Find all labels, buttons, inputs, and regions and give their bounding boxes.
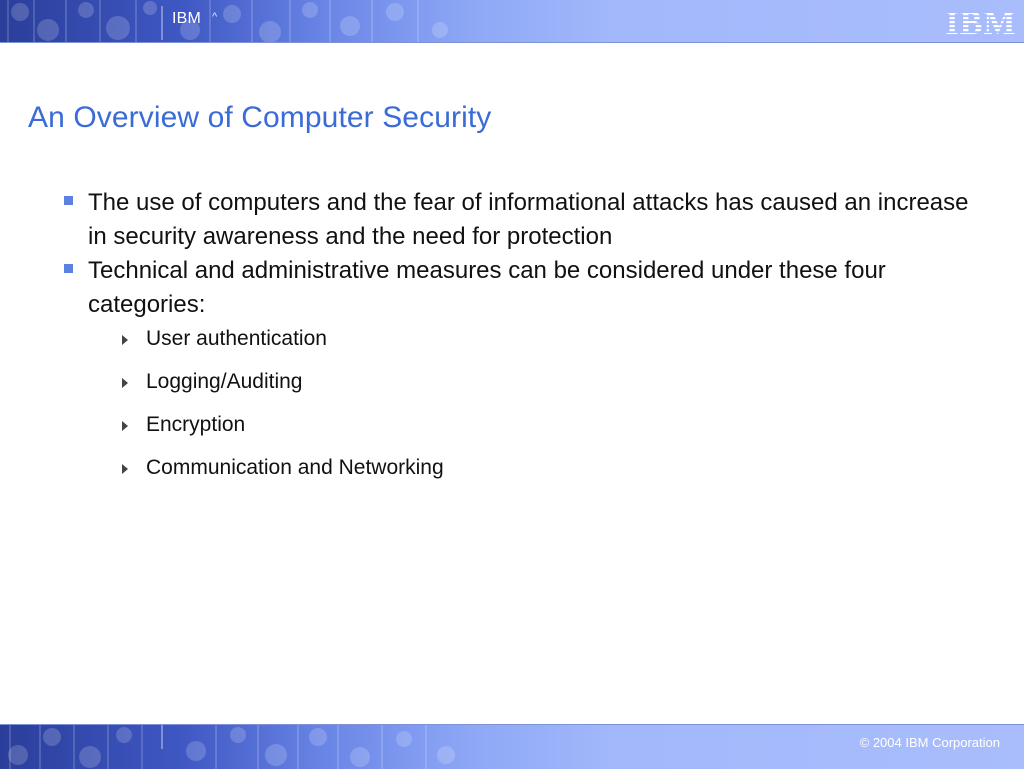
sub-bullet-item <box>122 455 984 481</box>
binary-pattern-decoration <box>0 725 480 769</box>
slide-title: An Overview of Computer Security <box>28 101 492 134</box>
bullet-text: The use of computers and the fear of informational attacks has caused an increase in security awareness and the need for protection <box>88 189 969 250</box>
sub-bullet-item <box>122 326 984 352</box>
bullet-list <box>64 186 984 498</box>
header-band <box>0 0 1024 43</box>
square-bullet-icon <box>64 196 73 205</box>
brand-label: IBM <box>172 10 202 27</box>
svg-text:IBM: IBM <box>946 5 1016 37</box>
binary-pattern-decoration <box>0 0 480 42</box>
triangle-bullet-icon <box>122 464 128 474</box>
triangle-bullet-icon <box>122 421 128 431</box>
sub-bullet-text: Logging/Auditing <box>146 370 303 393</box>
sub-bullet-text: Communication and Networking <box>146 456 444 479</box>
square-bullet-icon <box>64 264 73 273</box>
caret-icon: ^ <box>212 11 218 23</box>
sub-bullet-text: Encryption <box>146 413 246 436</box>
triangle-bullet-icon <box>122 378 128 388</box>
sub-bullet-item <box>122 412 984 438</box>
copyright-text: © 2004 IBM Corporation <box>859 735 1000 750</box>
bullet-text: Technical and administrative measures can be considered under these four categories: <box>88 257 886 318</box>
ibm-logo <box>946 5 1016 37</box>
bullet-item <box>64 186 984 254</box>
sub-bullet-text: User authentication <box>146 327 327 350</box>
sub-bullet-list <box>122 326 984 481</box>
footer-band <box>0 724 1024 769</box>
triangle-bullet-icon <box>122 335 128 345</box>
bullet-item <box>64 254 984 481</box>
sub-bullet-item <box>122 369 984 395</box>
